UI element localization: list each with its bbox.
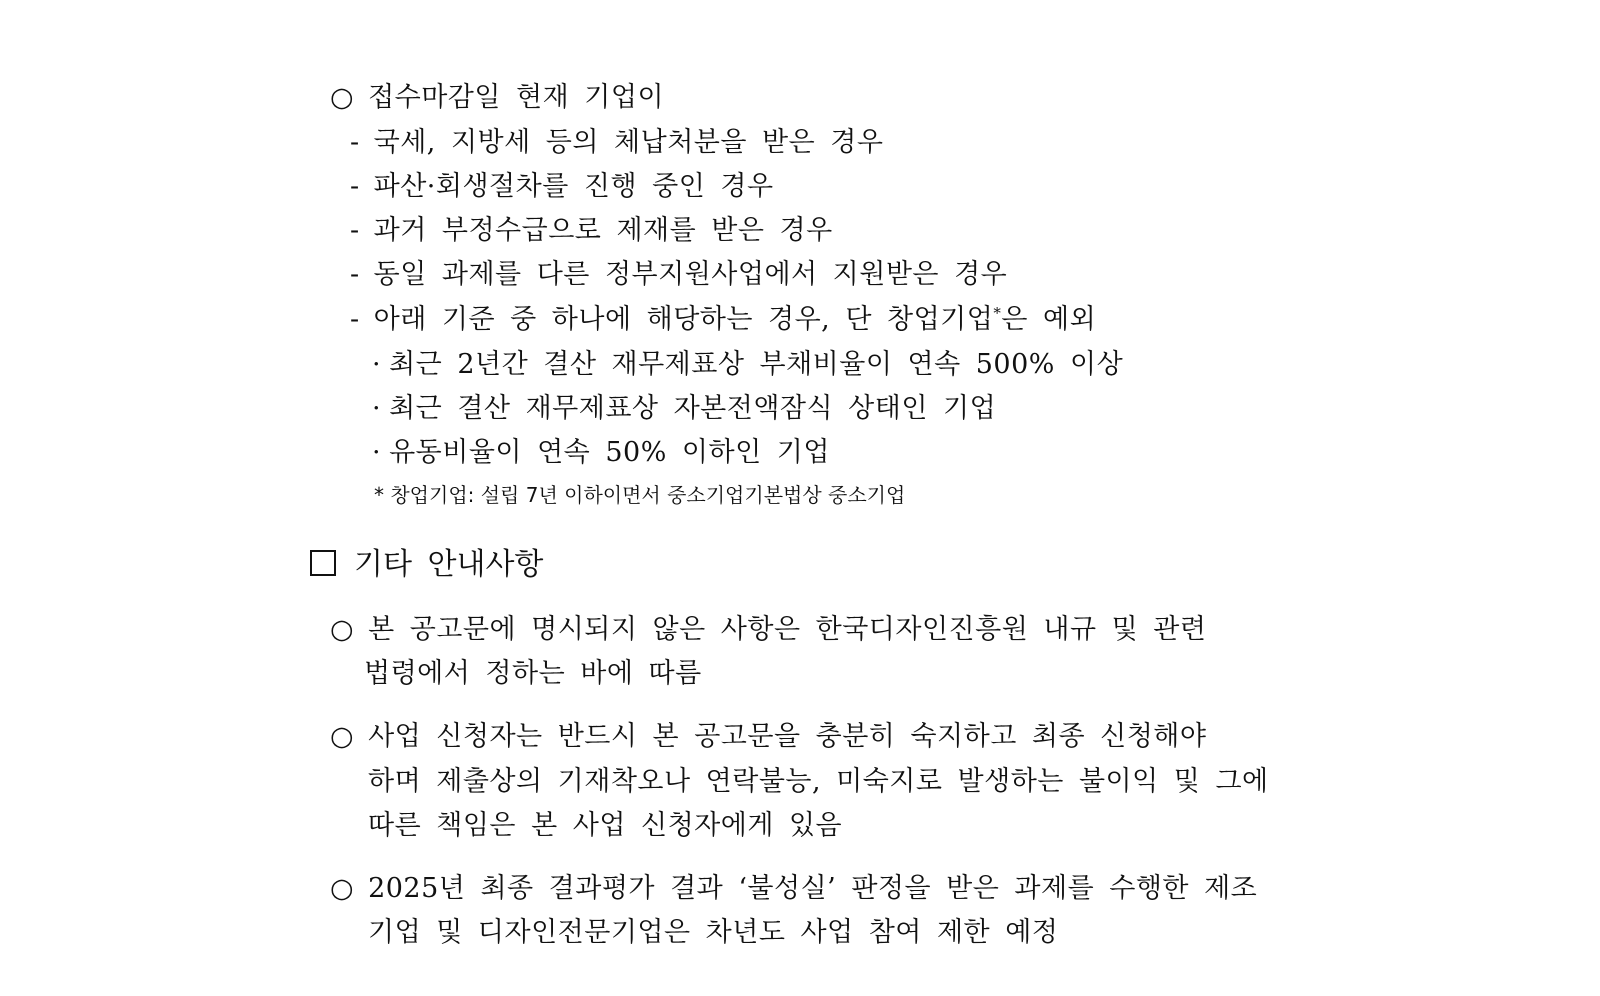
paragraph-line: 따른 책임은 본 사업 신청자에게 있음 bbox=[368, 810, 843, 841]
checkbox-square-icon bbox=[310, 550, 336, 576]
list-item bbox=[350, 303, 1096, 337]
list-item-text: 동일 과제를 다른 정부지원사업에서 지원받은 경우 bbox=[373, 259, 1008, 290]
list-item-text: 파산·회생절차를 진행 중인 경우 bbox=[373, 171, 774, 202]
list-item-text: 국세, 지방세 등의 체납처분을 받은 경우 bbox=[373, 127, 884, 158]
dash-bullet: - bbox=[350, 215, 360, 246]
paragraph-line: 하며 제출상의 기재착오나 연락불능, 미숙지로 발생하는 불이익 및 그에 bbox=[368, 766, 1269, 797]
paragraph-line: 사업 신청자는 반드시 본 공고문을 충분히 숙지하고 최종 신청해야 bbox=[368, 721, 1207, 752]
list-item bbox=[350, 214, 833, 248]
dot-bullet: · bbox=[372, 437, 382, 468]
list-item-text-end: 은 예외 bbox=[1001, 304, 1097, 335]
criteria-text: 유동비율이 연속 50% 이하인 기업 bbox=[389, 437, 830, 468]
dash-bullet: - bbox=[350, 304, 360, 335]
section-heading bbox=[310, 546, 543, 584]
paragraph-line: 본 공고문에 명시되지 않은 사항은 한국디자인진흥원 내규 및 관련 bbox=[368, 614, 1207, 645]
circle-bullet: ○ bbox=[330, 721, 355, 752]
criteria-item bbox=[372, 392, 996, 426]
list-item-text: 아래 기준 중 하나에 해당하는 경우, 단 창업기업 bbox=[373, 304, 994, 335]
criteria-item bbox=[372, 436, 830, 470]
list-item bbox=[350, 170, 774, 204]
circle-bullet: ○ bbox=[330, 82, 355, 113]
footnote-marker: * bbox=[993, 304, 1002, 322]
intro-line bbox=[330, 81, 664, 115]
paragraph-line: 2025년 최종 결과평가 결과 ‘불성실’ 판정을 받은 과제를 수행한 제조 bbox=[368, 873, 1258, 904]
dot-bullet: · bbox=[372, 349, 382, 380]
section-heading-text: 기타 안내사항 bbox=[354, 547, 544, 582]
dash-bullet: - bbox=[350, 127, 360, 158]
paragraph bbox=[330, 613, 1206, 647]
list-item bbox=[350, 258, 1007, 292]
dash-bullet: - bbox=[350, 171, 360, 202]
list-item bbox=[350, 126, 883, 160]
paragraph-line: 기업 및 디자인전문기업은 차년도 사업 참여 제한 예정 bbox=[368, 917, 1059, 948]
paragraph bbox=[330, 720, 1206, 754]
footnote: * 창업기업: 설립 7년 이하이면서 중소기업기본법상 중소기업 bbox=[374, 483, 906, 507]
dot-bullet: · bbox=[372, 393, 382, 424]
criteria-item bbox=[372, 348, 1123, 382]
paragraph-line: 법령에서 정하는 바에 따름 bbox=[364, 658, 702, 689]
list-item-text: 과거 부정수급으로 제재를 받은 경우 bbox=[373, 215, 833, 246]
circle-bullet: ○ bbox=[330, 614, 355, 645]
criteria-text: 최근 결산 재무제표상 자본전액잠식 상태인 기업 bbox=[389, 393, 997, 424]
dash-bullet: - bbox=[350, 259, 360, 290]
criteria-text: 최근 2년간 결산 재무제표상 부채비율이 연속 500% 이상 bbox=[389, 349, 1124, 380]
paragraph bbox=[330, 872, 1257, 906]
circle-bullet: ○ bbox=[330, 873, 355, 904]
intro-text: 접수마감일 현재 기업이 bbox=[368, 82, 665, 113]
